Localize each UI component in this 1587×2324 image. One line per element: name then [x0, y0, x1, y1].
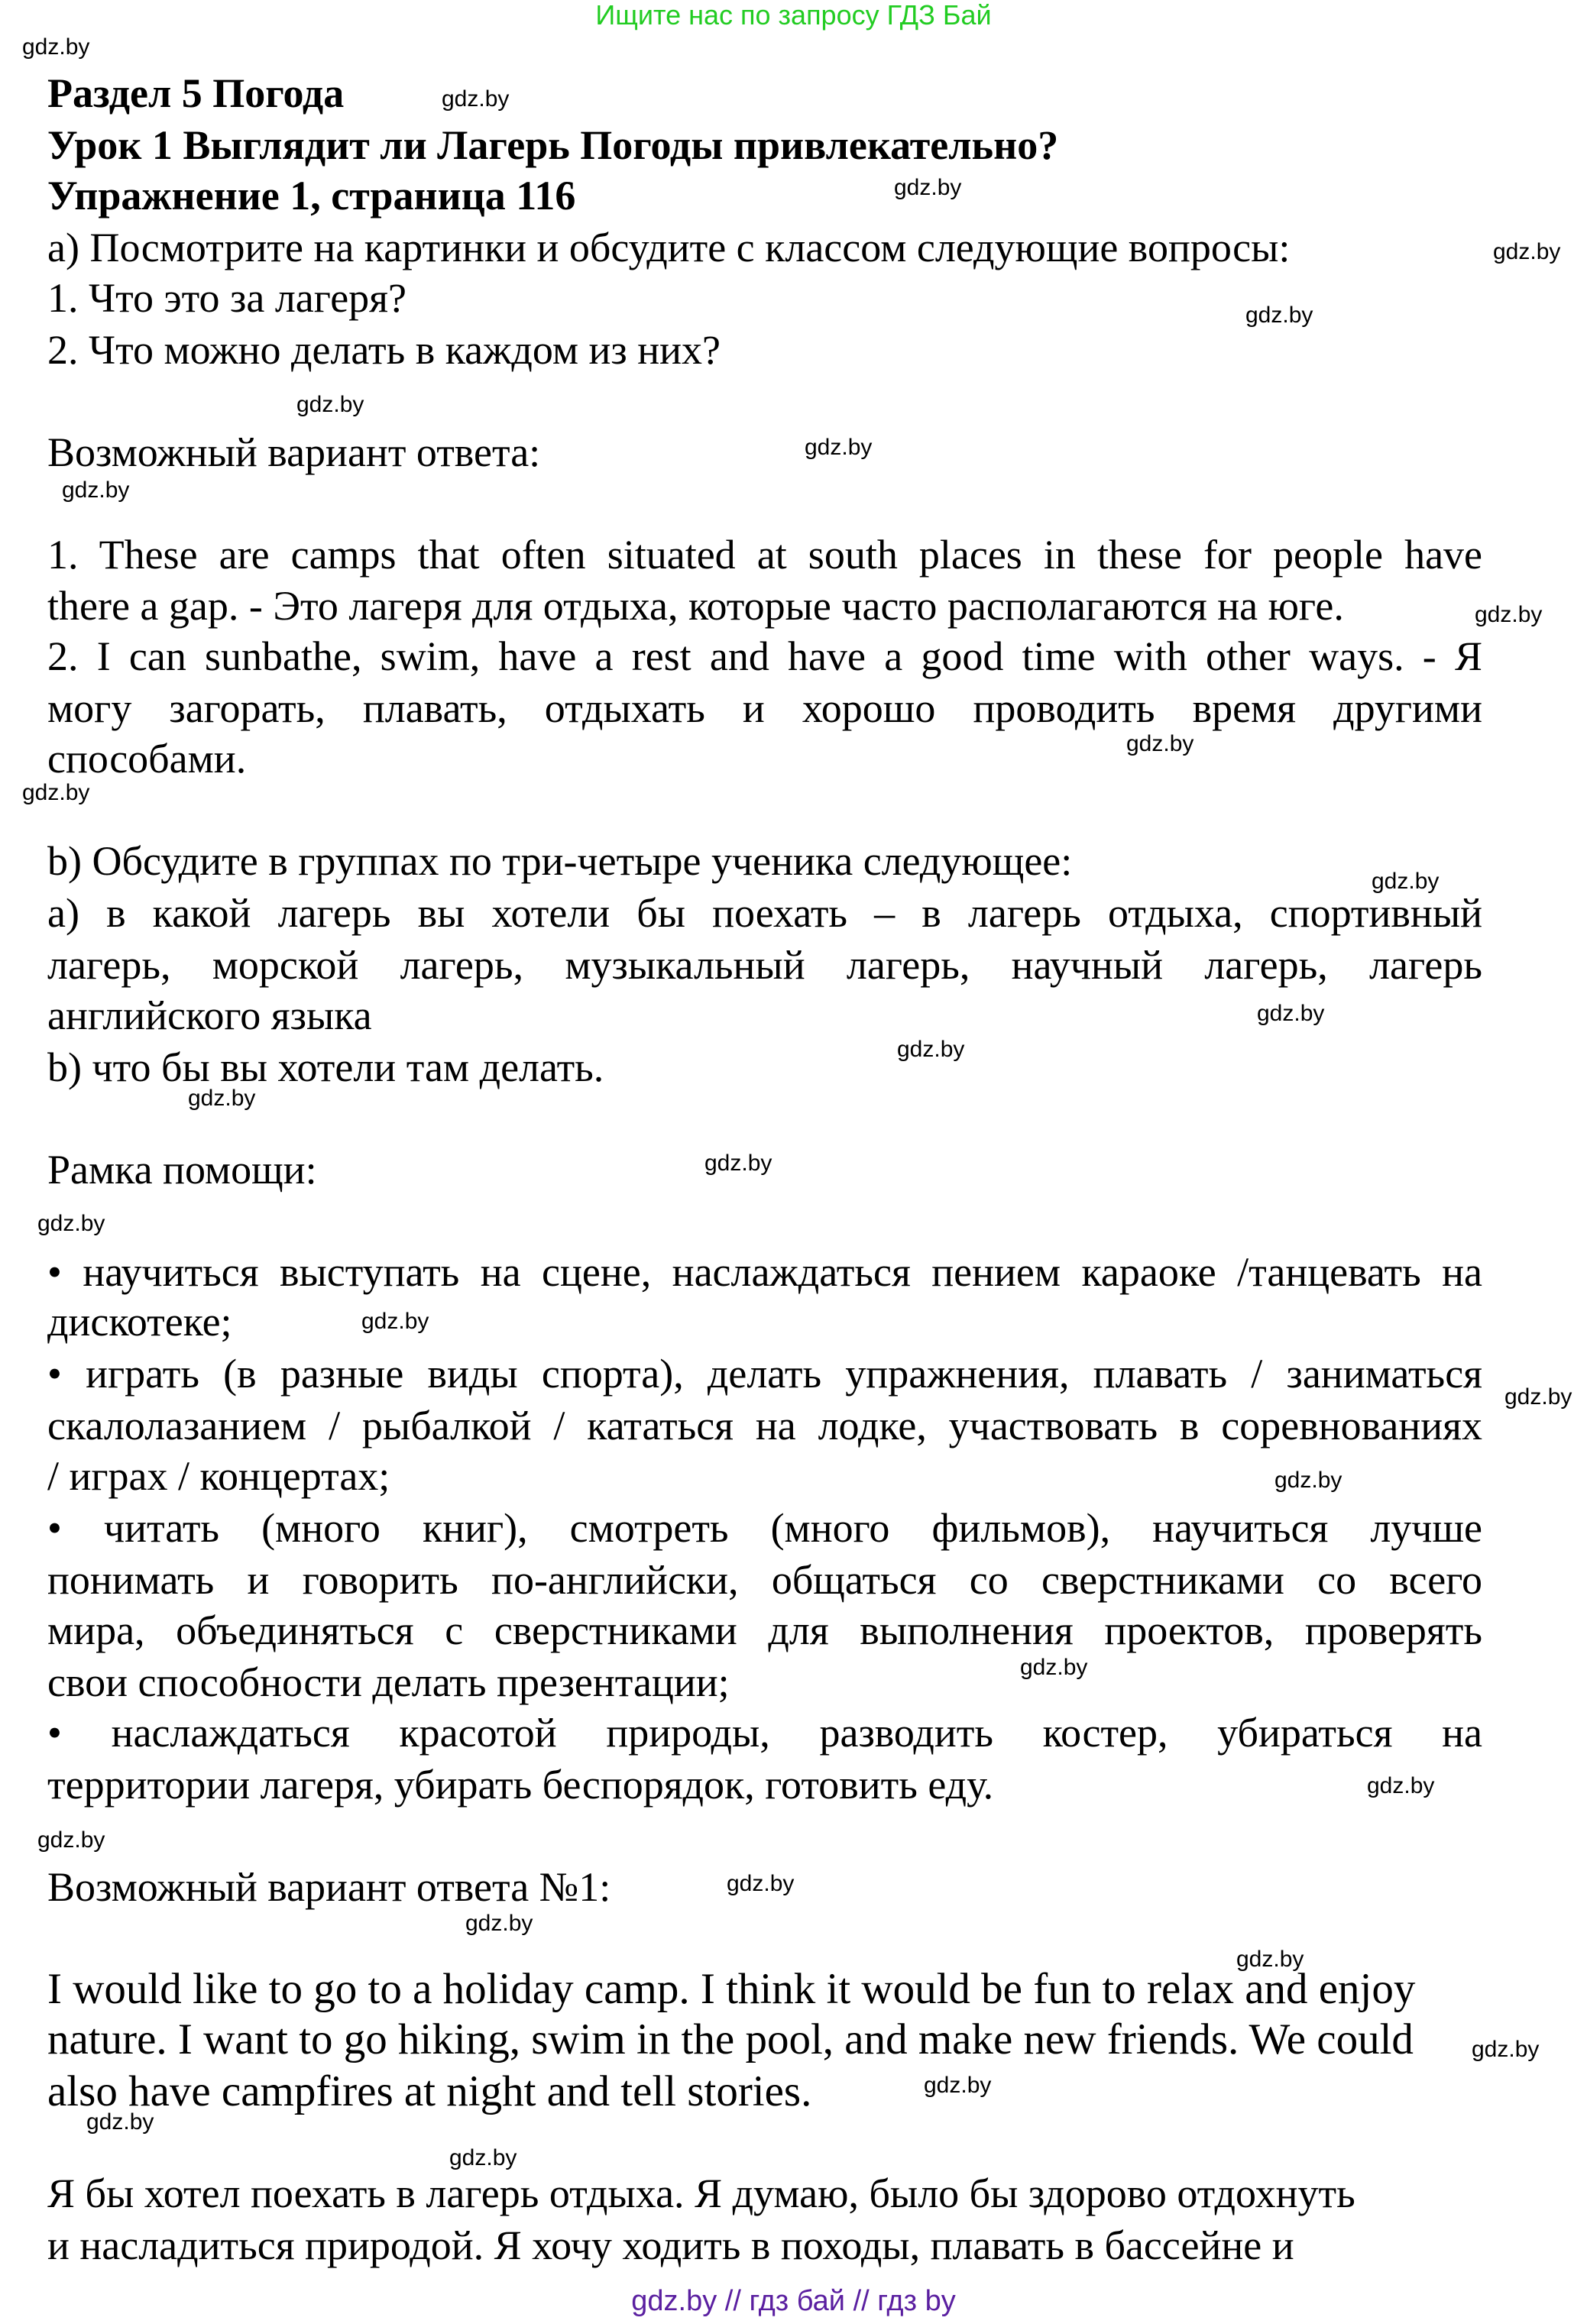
watermark: gdz.by: [894, 175, 962, 200]
answer-b-russian-line: Я бы хотел поехать в лагерь отдыха. Я думаю, было бы здорово отдохнуть: [47, 2170, 1355, 2216]
watermark: gdz.by: [1236, 1947, 1304, 1972]
help-box-line: территории лагеря, убирать беспорядок, готовить еду.: [47, 1762, 994, 1808]
exercise-heading: Упражнение 1, страница 116: [47, 173, 576, 218]
help-box-line: понимать и говорить по-английски, общаться со сверстниками со всего: [47, 1557, 1482, 1603]
answer-b-english-line: also have campfires at night and tell stories.: [47, 2067, 812, 2115]
answer-b-russian-line: и насладиться природой. Я хочу ходить в походы, плавать в бассейне и: [47, 2222, 1294, 2268]
help-box-line: • наслаждаться красотой природы, разводить костер, убираться на: [47, 1710, 1482, 1756]
watermark: gdz.by: [465, 1911, 533, 1936]
answer-b-english-line: nature. I want to go hiking, swim in the pool, and make new friends. We could: [47, 2015, 1414, 2063]
watermark: gdz.by: [924, 2073, 992, 2098]
answer-b-english-line: I would like to go to a holiday camp. I think it would be fun to relax and enjoy: [47, 1965, 1416, 2013]
watermark: gdz.by: [37, 1211, 105, 1236]
watermark: gdz.by: [1126, 731, 1194, 756]
watermark: gdz.by: [37, 1827, 105, 1853]
help-box-label: Рамка помощи:: [47, 1147, 317, 1193]
lesson-heading: Урок 1 Выглядит ли Лагерь Погоды привлекательно?: [47, 122, 1059, 168]
watermark: gdz.by: [727, 1871, 795, 1896]
answer-a-line: способами.: [47, 736, 247, 782]
task-a-question-2: 2. Что можно делать в каждом из них?: [47, 327, 721, 373]
task-b-line: b) что бы вы хотели там делать.: [47, 1044, 604, 1090]
answer-a-line: 2. I can sunbathe, swim, have a rest and have a good time with other ways. - Я: [47, 633, 1482, 679]
watermark: gdz.by: [1504, 1384, 1572, 1410]
footer-links: gdz.by // гдз бай // гдз by: [631, 2285, 956, 2317]
task-a-prompt: а) Посмотрите на картинки и обсудите с классом следующие вопросы:: [47, 225, 1291, 270]
watermark: gdz.by: [1472, 2037, 1540, 2062]
watermark: gdz.by: [1020, 1655, 1088, 1680]
answer-a-line: 1. These are camps that often situated at south places in these for people have: [47, 532, 1482, 578]
watermark: gdz.by: [62, 477, 130, 503]
watermark: gdz.by: [1274, 1468, 1342, 1493]
help-box-line: дискотеке;: [47, 1299, 232, 1345]
watermark: gdz.by: [805, 435, 873, 460]
help-box-line: / играх / концертах;: [47, 1453, 390, 1499]
watermark: gdz.by: [296, 392, 364, 417]
watermark: gdz.by: [1372, 869, 1440, 894]
answer-a-line: могу загорать, плавать, отдыхать и хорошо проводить время другими: [47, 685, 1482, 731]
watermark: gdz.by: [704, 1151, 772, 1176]
watermark: gdz.by: [22, 780, 90, 805]
help-box-line: • играть (в разные виды спорта), делать упражнения, плавать / заниматься: [47, 1351, 1482, 1397]
task-b-line: b) Обсудите в группах по три-четыре ученика следующее:: [47, 838, 1073, 884]
watermark: gdz.by: [361, 1309, 429, 1334]
answer-a-label: Возможный вариант ответа:: [47, 429, 541, 475]
help-box-line: мира, объединяться с сверстниками для выполнения проектов, проверять: [47, 1607, 1482, 1653]
task-a-question-1: 1. Что это за лагеря?: [47, 275, 406, 321]
help-box-line: • научиться выступать на сцене, наслаждаться пением караоке /танцевать на: [47, 1249, 1482, 1295]
answer-a-line: there a gap. - Это лагеря для отдыха, которые часто располагаются на юге.: [47, 583, 1344, 629]
watermark: gdz.by: [86, 2109, 154, 2135]
watermark: gdz.by: [1493, 239, 1561, 264]
task-b-line: английского языка: [47, 992, 372, 1038]
section-heading: Раздел 5 Погода: [47, 70, 345, 116]
help-box-line: • читать (много книг), смотреть (много фильмов), научиться лучше: [47, 1505, 1482, 1551]
watermark: gdz.by: [22, 34, 90, 60]
answer-b-label: Возможный вариант ответа №1:: [47, 1864, 611, 1910]
watermark: gdz.by: [442, 86, 510, 112]
task-b-line: а) в какой лагерь вы хотели бы поехать – в лагерь отдыха, спортивный: [47, 890, 1482, 936]
task-b-line: лагерь, морской лагерь, музыкальный лагерь, научный лагерь, лагерь: [47, 942, 1482, 988]
search-banner: Ищите нас по запросу ГДЗ Бай: [595, 0, 992, 31]
watermark: gdz.by: [1257, 1001, 1325, 1026]
watermark: gdz.by: [1367, 1773, 1435, 1798]
watermark: gdz.by: [1475, 602, 1543, 627]
watermark: gdz.by: [897, 1037, 965, 1062]
watermark: gdz.by: [188, 1086, 256, 1111]
watermark: gdz.by: [449, 2145, 517, 2170]
watermark: gdz.by: [1245, 303, 1313, 328]
help-box-line: скалолазанием / рыбалкой / кататься на лодке, участвовать в соревнованиях: [47, 1403, 1482, 1448]
help-box-line: свои способности делать презентации;: [47, 1659, 730, 1705]
